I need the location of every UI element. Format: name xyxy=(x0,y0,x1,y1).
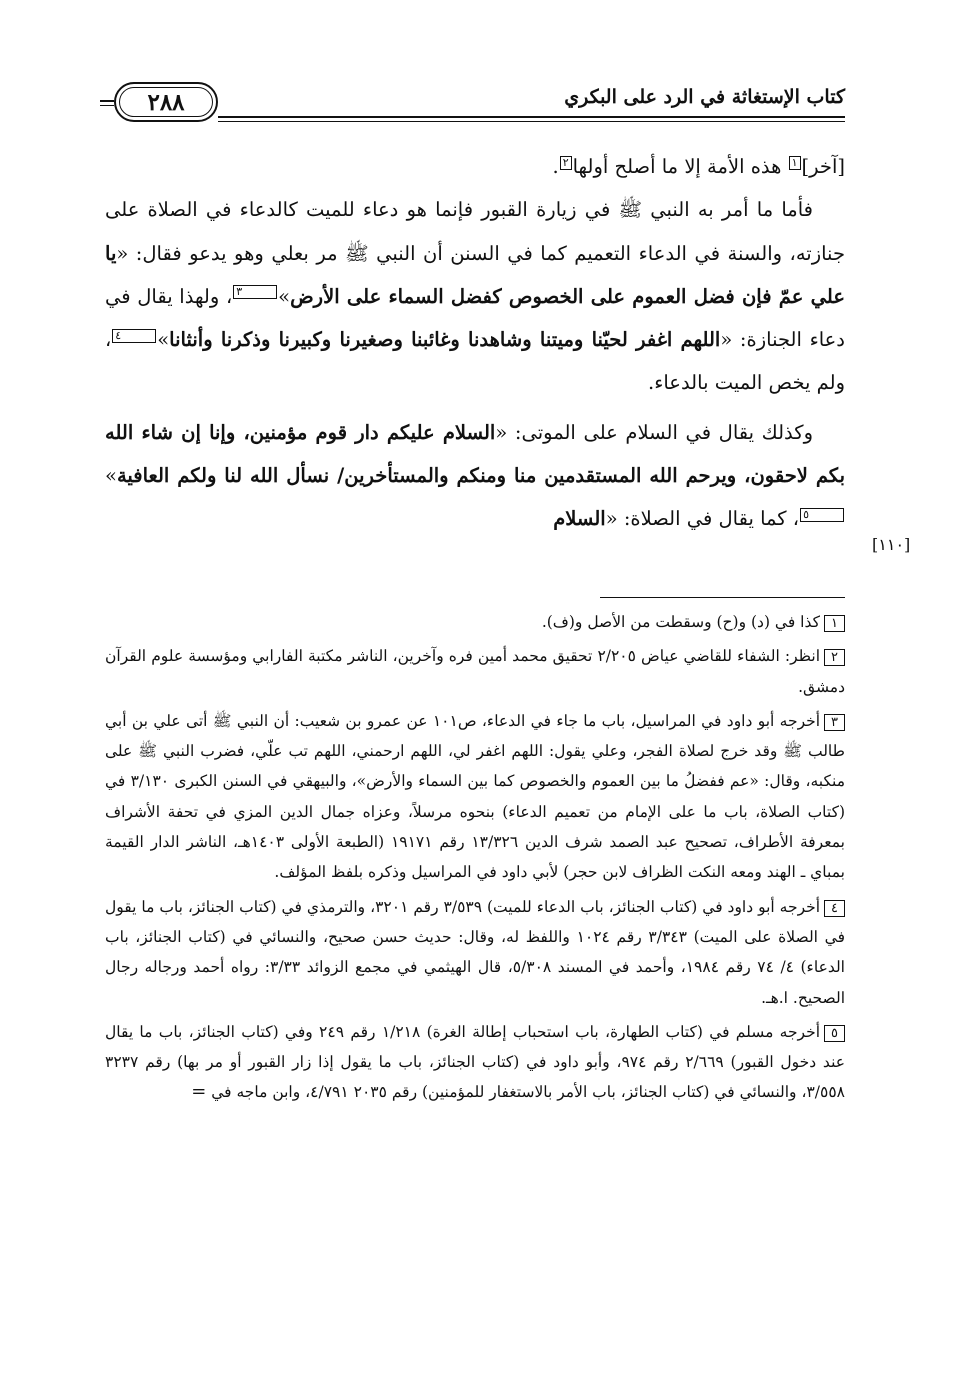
hadith-quote: السلام عليكم دار قوم مؤمنين، وإنا إن شاء الله بكم لاحقون، ويرحم الله المستقدمين منا ومنكم والمستأخرين/ نسأل الله لنا ولكم العافية xyxy=(105,420,845,488)
footnote-number: ٥ xyxy=(824,1025,845,1042)
footnote-ref[interactable]: ١ xyxy=(789,156,801,170)
header-rule-left xyxy=(100,100,114,106)
footnote-separator xyxy=(600,597,845,598)
footnote-text: كذا في (د) و(ح) وسقطت من الأصل و(ف). xyxy=(541,613,821,631)
footnote xyxy=(105,607,845,637)
page-header xyxy=(100,78,845,126)
footnotes xyxy=(105,607,845,1112)
footnote-ref[interactable]: ٣ xyxy=(233,285,277,299)
hadith-quote: يا علي عمّ فإن فضل العموم على الخصوص كفضل السماء على الأرض xyxy=(105,241,845,308)
footnote-text: انظر: الشفاء للقاضي عياض ٢/٢٠٥ تحقيق محمد أمين فره وآخرين، الناشر مكتبة الفارابي ومؤسسة علوم القرآن دمشق. xyxy=(105,647,845,696)
footnote-number: ٢ xyxy=(824,649,845,666)
footnote-ref[interactable]: ٤ xyxy=(112,329,156,343)
text: هذه الأمة إلا ما أصلح أولها xyxy=(572,155,788,178)
footnote-text: أخرجه أبو داود في المراسيل، باب ما جاء في الدعاء، ص١٠١ عن عمرو بن شعيب: أن النبي ﷺ أتى علي بن أبي طالب ﷺ وقد خرج لصلاة الفجر، وعلي يقول: اللهم اغفر لي، اللهم ارحمني، اللهم تب علّي، فضرب النبي ﷺ على منكبه، وقال: «عم ففضلُ ما بين العموم والخصوص كما بين السماء والأرض»، والبيهقي في السنن الكبرى ٣/١٣٠ في (كتاب الصلاة، باب ما على الإمام من تعميم الدعاء) بنحوه مرسلاً، وعزاه جمال الدين المزي في تحفة الأشراف بمعرفة الأطراف، تصحيح عبد الصمد شرف الدين ١٣/٣٢٦ رقم ١٩١٧١ (الطبعة الأولى ١٤٠٣هـ، الناشر الدار القيمة بمباي ـ الهند ومعه النكت الظراف لابن حجر) لأبي داود في المراسيل وذكره بلفظ المؤلف. xyxy=(105,711,845,882)
footnote xyxy=(105,641,845,702)
footnote-number: ٤ xyxy=(824,900,845,917)
paragraph-1 xyxy=(105,145,845,188)
footnote-ref[interactable]: ٢ xyxy=(560,156,572,170)
text: » xyxy=(105,464,117,488)
text: » xyxy=(157,328,170,352)
main-text xyxy=(105,145,845,541)
margin-manuscript-page: [١١٠] xyxy=(872,535,911,554)
hadith-quote: اللهم اغفر لحيّنا وميتنا وشاهدنا وغائبنا وصغيرنا وكبيرنا وذكرنا وأنثانا xyxy=(169,328,721,352)
footnote-number: ٣ xyxy=(824,714,845,731)
text: [آخر] xyxy=(801,155,845,178)
text: فأما ما أمر به النبي ﷺ في زيارة القبور فإنما هو دعاء للميت كالدعاء في الصلاة على جنازته، والسنة في الدعاء التعميم كما في السنن أن النبي ﷺ مر بعلي وهو يدعو فقال: « xyxy=(105,198,845,265)
text: ، ولم يخص الميت بالدعاء. xyxy=(105,328,845,395)
text: ، كما يقال في الصلاة: « xyxy=(605,507,800,531)
footnote xyxy=(105,706,845,888)
header-rule xyxy=(218,116,845,122)
text: وكذلك يقال في السلام على الموتى: « xyxy=(495,420,813,444)
footnote xyxy=(105,892,845,1013)
page-number: ٢٨٨ xyxy=(114,82,218,122)
book-title: كتاب الإستغاثة في الرد على البكري xyxy=(564,86,845,108)
footnote-number: ١ xyxy=(824,615,845,632)
text: . xyxy=(552,155,559,178)
footnote-text: أخرجه أبو داود في (كتاب الجنائز، باب الدعاء للميت) ٣/٥٣٩ رقم ٣٢٠١، والترمذي في (كتاب الجنائز، باب ما يقول في الصلاة على الميت) ٣/٣٤٣ رقم ١٠٢٤ واللفظ له، وقال: حديث حسن صحيح، والنسائي في (كتاب الجنائز، باب الدعاء) ٤/ ٧٤ رقم ١٩٨٤، وأحمد في المسند ٥/٣٠٨، قال الهيثمي في مجمع الزوائد ٣/٣٣: رواه أحمد ورجاله رجال الصحيح. ا.هـ. xyxy=(105,897,845,1007)
footnote-ref[interactable]: ٥ xyxy=(800,508,844,522)
footnote-text: أخرجه مسلم في (كتاب الطهارة، باب استحباب إطالة الغرة) ١/٢١٨ رقم ٢٤٩ وفي (كتاب الجنائز، باب ما يقال عند دخول القبور) ٢/٦٦٩ رقم ٩٧٤، وأبو داود في (كتاب الجنائز، باب ما يقول إذا زار القبور أو مر بها) رقم ٣٢٣٧ ٣/٥٥٨، والنسائي في (كتاب الجنائز، باب الأمر بالاستغفار للمؤمنين) رقم ٢٠٣٥ ٤/٧٩١، وابن ماجه في xyxy=(105,1022,845,1102)
paragraph-3 xyxy=(105,411,845,541)
continuation-mark: = xyxy=(191,1081,207,1103)
footnote xyxy=(105,1017,845,1108)
text: ، ولهذا يقال في دعاء الجنازة: « xyxy=(105,284,845,352)
hadith-quote: السلام xyxy=(553,507,606,531)
text: » xyxy=(278,284,291,308)
paragraph-2 xyxy=(105,188,845,404)
